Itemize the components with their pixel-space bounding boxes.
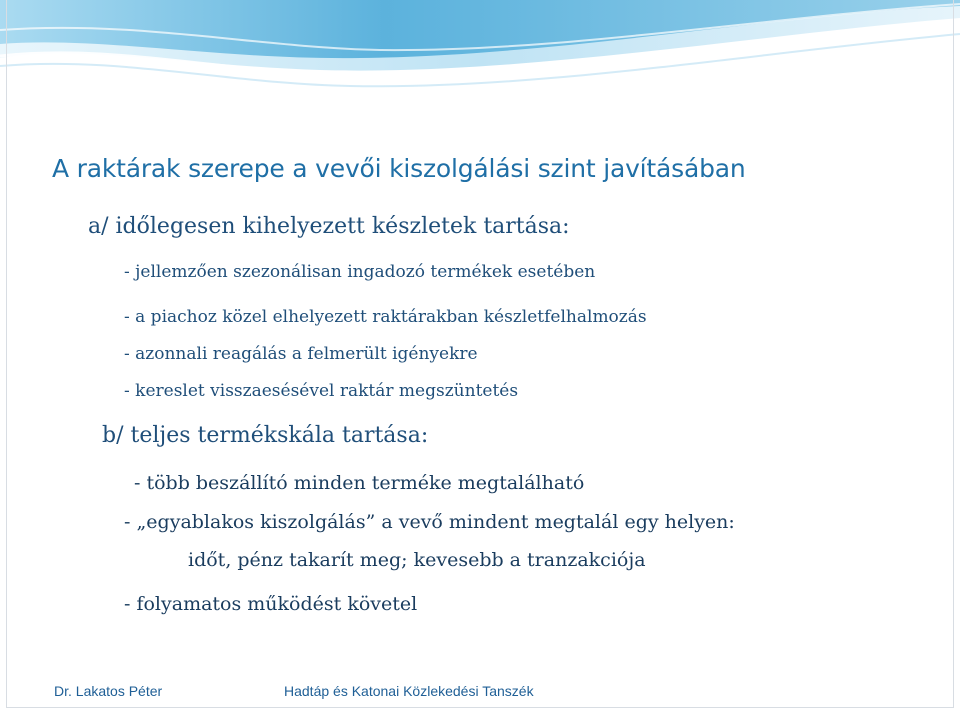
section-a-item: - jellemzően szezonálisan ingadozó termékek esetében xyxy=(124,262,596,282)
section-b-heading: b/ teljes termékskála tartása: xyxy=(102,423,429,448)
section-b-item: - több beszállító minden terméke megtalálható xyxy=(134,472,585,494)
section-b-item-continuation: időt, pénz takarít meg; kevesebb a tranzakciója xyxy=(188,549,646,571)
slide-title: A raktárak szerepe a vevői kiszolgálási szint javításában xyxy=(52,154,746,183)
footer-department: Hadtáp és Katonai Közlekedési Tanszék xyxy=(284,683,534,699)
section-b-item: - folyamatos működést követel xyxy=(124,593,418,615)
section-b-item: - „egyablakos kiszolgálás” a vevő mindent megtalál egy helyen: xyxy=(124,511,735,533)
section-a-heading: a/ időlegesen kihelyezett készletek tartása: xyxy=(88,214,570,239)
section-a-item: - a piachoz közel elhelyezett raktárakban készletfelhalmozás xyxy=(124,307,647,327)
footer-author: Dr. Lakatos Péter xyxy=(54,683,163,699)
header-banner xyxy=(0,0,960,108)
section-a-item: - azonnali reagálás a felmerült igényekre xyxy=(124,344,478,364)
wave-decoration xyxy=(0,0,960,108)
section-a-item: - kereslet visszaesésével raktár megszüntetés xyxy=(124,381,519,401)
